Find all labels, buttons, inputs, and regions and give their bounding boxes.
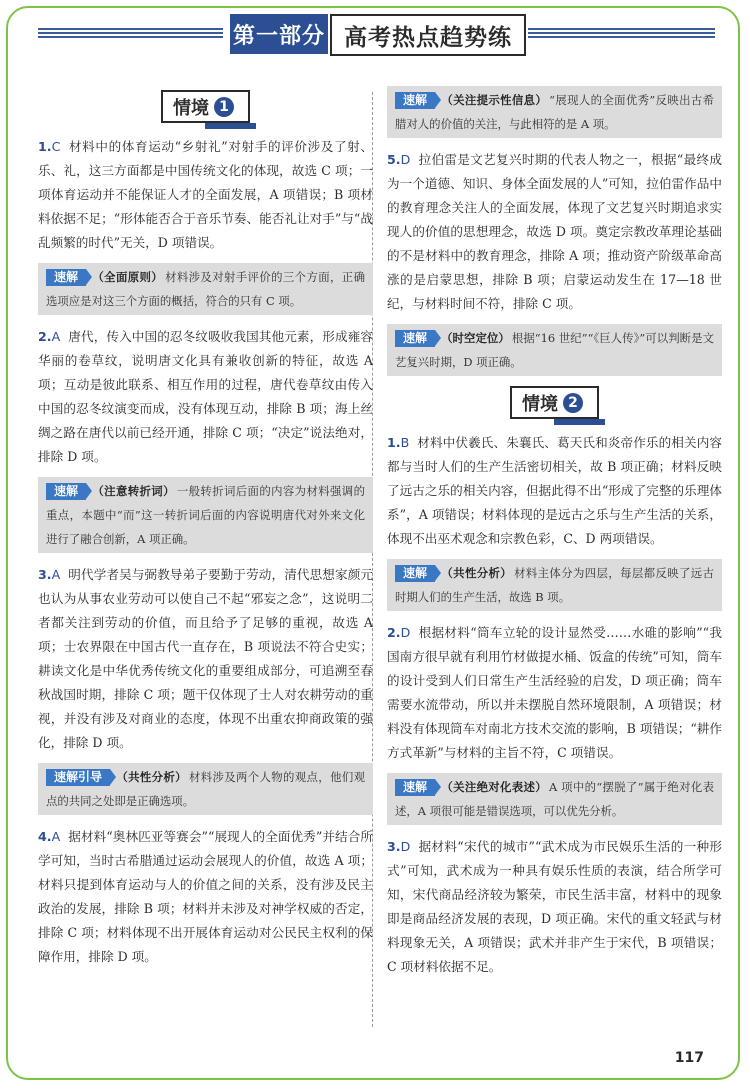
note-tag: 速解引导 [46, 769, 110, 786]
item-answer: A [51, 567, 61, 582]
note-tag: 速解 [46, 269, 86, 286]
note-text: 根据“16 世纪”“《巨人传》”可以判断是文艺复兴时期，D 项正确。 [395, 331, 714, 369]
note-text: “展现人的全面优秀”反映出古希腊对人的价值的关注，与此相符的是 A 项。 [395, 93, 714, 131]
item-answer: D [400, 839, 411, 854]
note-topic: （注意转折词） [92, 484, 175, 498]
right-column [387, 86, 722, 987]
note-text: 材料涉及对射手评价的三个方面，正确选项应是对这三个方面的概括，符合的只有 C 项。 [46, 270, 365, 308]
section-label: 情境 [522, 394, 558, 415]
item-answer: D [400, 152, 411, 167]
answer-item [38, 135, 373, 255]
page-number: 117 [674, 1050, 704, 1066]
left-column [38, 86, 373, 977]
page-title: 高考热点趋势练 [330, 14, 526, 56]
item-text: 唐代，传入中国的忍冬纹吸收我国其他元素，形成雍容华丽的卷草纹，说明唐文化具有兼收创新的特征，故选 A 项；互动是彼此联系、相互作用的过程，唐代卷草纹由传入中国的忍冬纹演变而成，没有体现互动，排除 B 项；海上丝绸之路在唐代以前已经开通，排除 C 项；“决定”说法绝对，排除 D 项。 [38, 329, 373, 464]
quick-solution-note [38, 477, 373, 553]
note-text: 材料涉及两个人物的观点，他们观点的共同之处即是正确选项。 [46, 770, 365, 808]
answer-item [38, 825, 373, 969]
item-text: 据材料“宋代的城市”“武术成为市民娱乐生活的一种形式”可知，武术成为一种具有娱乐性质的表演，结合所学可知，宋代商品经济较为繁荣，市民生活丰富，材料中的现象即是商品经济发展的表现，D 项正确。宋代的重文轻武与材料现象无关，A 项错误；武术并非产生于宋代，B 项错误；C 项材料依据不足。 [387, 839, 722, 974]
note-tag: 速解 [395, 92, 435, 109]
item-text: 材料中的体育运动“乡射礼”对射手的评价涉及了射、乐、礼，这三方面都是中国传统文化的体现，故选 C 项；一项体育运动并不能保证人才的全面发展，A 项错误；B 项材料依据不足；“形体能否合于音乐节奏、能否礼让对手”与“战乱频繁的时代”无关，D 项错误。 [38, 139, 373, 250]
section-heading-1 [38, 90, 373, 123]
note-tag: 速解 [395, 565, 435, 582]
note-text: 一般转折词后面的内容为材料强调的重点，本题中“而”这一转折词后面的内容说明唐代对外来文化进行了融合创新，A 项正确。 [46, 484, 365, 546]
item-text: 明代学者吴与弼教导弟子要勤于劳动，清代思想家颜元也认为从事农业劳动可以使自己不起“邪妄之念”，这说明二者都关注到劳动的价值，而且给予了足够的重视，故选 A 项；士农界限在中国古代一直存在，B 项说法不符合史实；耕读文化是中华优秀传统文化的重要组成部分，可追溯至春秋战国时期，排除 C 项；题干仅体现了士人对农耕劳动的重视，并没有涉及对商业的态度，体现不出重农抑商政策的强化，排除 D 项。 [38, 567, 373, 750]
part-label: 第一部分 [230, 14, 328, 54]
note-topic: （全面原则） [92, 270, 164, 284]
item-answer: D [400, 625, 411, 640]
quick-solution-note [387, 773, 722, 825]
item-number: 3. [387, 839, 401, 854]
item-number: 4. [38, 829, 52, 844]
item-text: 根据材料“筒车立轮的设计显然受……水碓的影响”“我国南方很早就有利用竹材做提水桶、饭盒的传统”可知，筒车的设计受到人们日常生产生活经验的启发，D 项正确；筒车需要水流带动，所以并未摆脱自然环境限制，A 项错误；材料没有体现筒车对南北方技术交流的影响，B 项错误；“耕作方式革新”与材料的主旨不符，C 项错误。 [387, 625, 722, 760]
note-text: A 项中的“摆脱了”属于绝对化表述，A 项很可能是错误选项，可以优先分析。 [395, 780, 714, 818]
note-tag: 速解 [395, 330, 435, 347]
section-heading-2 [387, 386, 722, 419]
answer-item [387, 835, 722, 979]
item-text: 据材料“奥林匹亚等赛会”“展现人的全面优秀”并结合所学可知，当时古希腊通过运动会展现人的价值，故选 A 项；材料只提到体育运动与人的价值之间的关系，没有涉及民主政治的发展，排除 B 项；材料并未涉及对神学权威的否定，排除 C 项；材料体现不出开展体育运动对公民民主权利的保障作用，排除 D 项。 [38, 829, 373, 964]
item-answer: B [400, 435, 410, 450]
header-stripe-right [528, 28, 715, 40]
answer-item [387, 431, 722, 551]
section-number: 2 [563, 393, 583, 413]
item-number: 2. [387, 625, 401, 640]
note-topic: （时空定位） [441, 331, 510, 345]
item-text: 材料中伏羲氏、朱襄氏、葛天氏和炎帝作乐的相关内容都与当时人们的生产生活密切相关，故 B 项正确；材料反映了远古之乐的相关内容，但据此得不出“形成了完整的乐理体系”，A 项错误；材料体现的是远古之乐与生产生活的关系，体现不出巫术观念和宗教色彩，C、D 两项错误。 [387, 435, 722, 546]
item-number: 5. [387, 152, 401, 167]
note-topic: （共性分析） [441, 566, 513, 580]
section-number: 1 [214, 97, 234, 117]
note-topic: （共性分析） [116, 770, 187, 784]
quick-solution-note [387, 559, 722, 611]
answer-item [387, 621, 722, 765]
note-tag: 速解 [395, 779, 435, 796]
header-stripe-left [38, 28, 223, 40]
quick-solution-note [387, 86, 722, 138]
answer-item [38, 563, 373, 755]
quick-solution-note [38, 263, 373, 315]
item-number: 1. [387, 435, 401, 450]
note-topic: （关注提示性信息） [441, 93, 548, 107]
item-number: 3. [38, 567, 52, 582]
item-number: 1. [38, 139, 52, 154]
answer-item [387, 148, 722, 316]
answer-item [38, 325, 373, 469]
item-answer: C [51, 139, 61, 154]
item-answer: A [51, 829, 61, 844]
quick-solution-note [38, 763, 373, 815]
section-label: 情境 [173, 98, 209, 119]
quick-solution-note [387, 324, 722, 376]
note-tag: 速解 [46, 483, 86, 500]
note-text: 材料主体分为四层，每层都反映了远古时期人们的生产生活，故选 B 项。 [395, 566, 714, 604]
item-answer: A [51, 329, 61, 344]
item-number: 2. [38, 329, 52, 344]
item-text: 拉伯雷是文艺复兴时期的代表人物之一，根据“最终成为一个道德、知识、身体全面发展的人”可知，拉伯雷作品中的教育理念关注人的全面发展，体现了文艺复兴时期追求实现人的价值的思想理念，故选 D 项。奠定宗教改革理论基础的不是材料中的教育理念，排除 A 项；推动资产阶级革命高涨的是启蒙思想，排除 B 项；启蒙运动发生在 17—18 世纪，与材料时间不符，排除 C 项。 [387, 152, 722, 311]
note-topic: （关注绝对化表述） [441, 780, 547, 794]
